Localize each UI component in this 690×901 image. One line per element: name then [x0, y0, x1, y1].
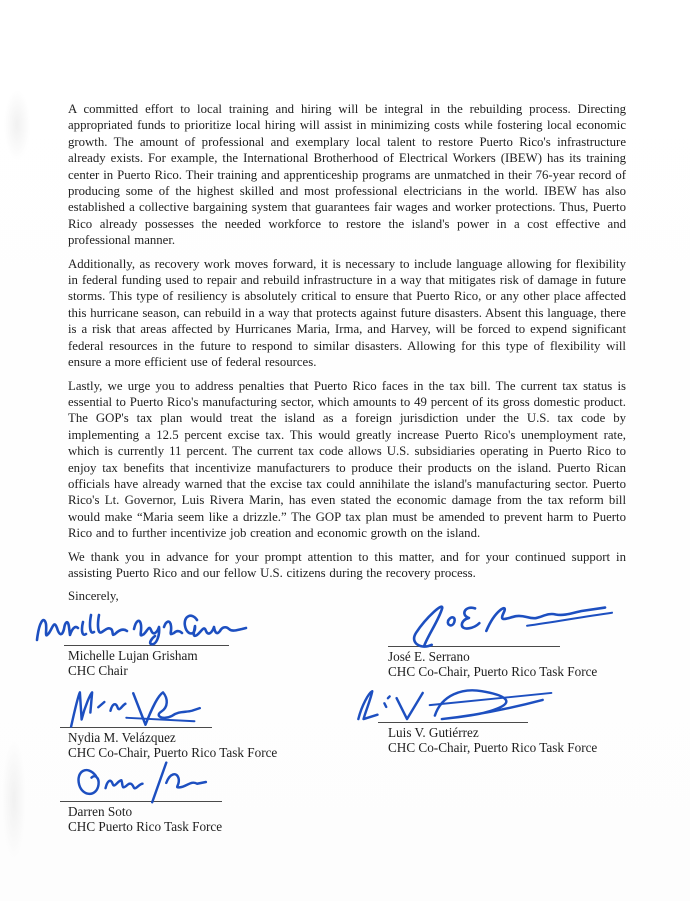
signature-line — [64, 645, 229, 646]
signature-block-michelle-lujan-grisham — [68, 608, 248, 678]
signature-block-darren-soto — [68, 760, 222, 834]
signature-line — [378, 722, 528, 723]
letter-body — [68, 101, 626, 612]
scan-artifact — [2, 740, 26, 860]
paragraph-tax-bill: Lastly, we urge you to address penalties that Puerto Rico faces in the tax bill. The current tax status is essential to Puerto Rico's manufacturing sector, which amounts to 49 percent of its gross domestic product. The GOP's tax plan would treat the island as a foreign jurisdiction under the U.S. tax code by implementing a 12.5 percent excise tax. This would greatly increase Puerto Rico's unemployment rate, which is currently 11 percent. The current tax code allows U.S. subsidiaries operating in Puerto Rico to enjoy tax benefits that incentivize manufacturers to produce their products on the island. Puerto Rican officials have already warned that the excise tax could annihilate the island's manufacturing sector. Puerto Rico's Lt. Governor, Luis Rivera Marin, has even stated the economic damage from the tax reform bill would make “Maria seem like a drizzle.” The GOP tax plan must be amended to prevent harm to Puerto Rico and to further incentivize job creation and economic growth on the island. — [68, 378, 626, 541]
closing-salutation: Sincerely, — [68, 589, 119, 604]
signatory-title: CHC Puerto Rico Task Force — [68, 819, 223, 834]
signatory-title: CHC Co-Chair, Puerto Rico Task Force — [388, 664, 598, 679]
signatory-name: José E. Serrano — [388, 649, 470, 664]
signature-michelle-lujan-grisham-icon — [34, 608, 248, 648]
paragraph-flexibility: Additionally, as recovery work moves forward, it is necessary to include language allowing for flexibility in federal funding used to repair and rebuild infrastructure in a way that mitigates risk of damage in future storms. This type of resiliency is absolutely critical to ensure that Puerto Rico, or any other place affected this hurricane season, can rebuild in a way that protects against future disasters. Absent this language, there is a risk that areas affected by Hurricanes Maria, Irma, and Harvey, will be forced to expend significant federal resources in the future to respond to similar disasters. Allowing for this type of flexibility will ensure a more efficient use of federal resources. — [68, 256, 626, 370]
signatory-title: CHC Co-Chair, Puerto Rico Task Force — [68, 745, 278, 760]
signatory-name: Michelle Lujan Grisham — [68, 648, 198, 663]
scan-artifact — [4, 90, 30, 160]
signatory-name: Luis V. Gutiérrez — [388, 725, 479, 740]
signature-line — [60, 727, 212, 728]
signature-line — [388, 646, 560, 647]
signature-block-nydia-velazquez — [68, 688, 277, 760]
signature-darren-soto-icon — [60, 760, 218, 804]
paragraph-rebuilding: A committed effort to local training and hiring will be integral in the rebuilding process. Directing appropriated funds to prioritize local hiring will assist in minimizing costs while fostering local economic growth. The amount of professional and exemplary local talent to restore Puerto Rico's infrastructure already exists. For example, the International Brotherhood of Electrical Workers (IBEW) has its training center in Puerto Rico. Their training and apprenticeship programs are unmatched in their 76-year record of producing some of the highest skilled and most professional electricians in the world. IBEW has also established a collective bargaining system that guarantees fair wages and worker protections. Thus, Puerto Rico already possesses the needed workforce to restore the island's power in a cost effective and professional manner. — [68, 102, 626, 248]
signature-block-luis-gutierrez — [388, 686, 597, 755]
signature-luis-gutierrez-icon — [338, 686, 570, 726]
signatory-title: CHC Chair — [68, 663, 128, 678]
signature-nydia-velazquez-icon — [56, 688, 214, 730]
signatory-title: CHC Co-Chair, Puerto Rico Task Force — [388, 740, 598, 755]
paragraph-thanks: We thank you in advance for your prompt attention to this matter, and for your continued support in assisting Puerto Rico and our fellow U.S. citizens during the recovery process. — [68, 549, 626, 580]
signatory-name: Darren Soto — [68, 804, 133, 819]
signature-line — [60, 801, 222, 802]
signatory-name: Nydia M. Velázquez — [68, 730, 176, 745]
